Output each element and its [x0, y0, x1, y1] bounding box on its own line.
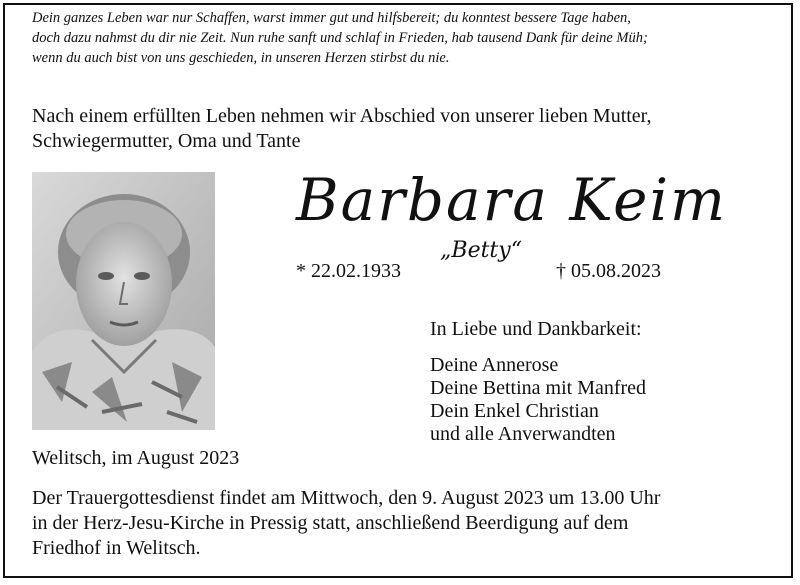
birth-date: * 22.02.1933	[296, 260, 401, 282]
thanks-heading: In Liebe und Dankbarkeit:	[430, 318, 642, 340]
portrait-image	[32, 172, 215, 430]
death-date: † 05.08.2023	[556, 260, 661, 282]
mourner-item: Deine Annerose	[430, 354, 559, 376]
deceased-nickname: „Betty“	[440, 238, 522, 263]
intro-line: Nach einem erfüllten Leben nehmen wir Abschied von unserer lieben Mutter,	[32, 105, 652, 127]
service-info	[32, 486, 782, 561]
mourner-item: Dein Enkel Christian	[430, 400, 599, 422]
mourner-item: und alle Anverwandten	[430, 423, 616, 445]
memorial-poem	[32, 8, 782, 68]
intro-text	[32, 104, 772, 154]
service-line: Friedhof in Welitsch.	[32, 537, 201, 559]
poem-line: wenn du auch bist von uns geschieden, in unseren Herzen stirbst du nie.	[32, 50, 450, 66]
mourners-list	[430, 354, 646, 446]
service-line: Der Trauergottesdienst findet am Mittwoch, den 9. August 2023 um 13.00 Uhr	[32, 487, 661, 509]
place-date: Welitsch, im August 2023	[32, 447, 240, 469]
portrait-photo	[32, 172, 215, 430]
poem-line: Dein ganzes Leben war nur Schaffen, warst immer gut und hilfsbereit; du konntest bessere Tage haben,	[32, 10, 631, 26]
poem-line: doch dazu nahmst du dir nie Zeit. Nun ruhe sanft und schlaf in Frieden, hab tausend Dank für deine Müh;	[32, 30, 648, 46]
deceased-name: Barbara Keim	[296, 166, 728, 234]
intro-line: Schwiegermutter, Oma und Tante	[32, 130, 301, 152]
mourner-item: Deine Bettina mit Manfred	[430, 377, 647, 399]
service-line: in der Herz-Jesu-Kirche in Pressig statt, anschließend Beerdigung auf dem	[32, 512, 629, 534]
